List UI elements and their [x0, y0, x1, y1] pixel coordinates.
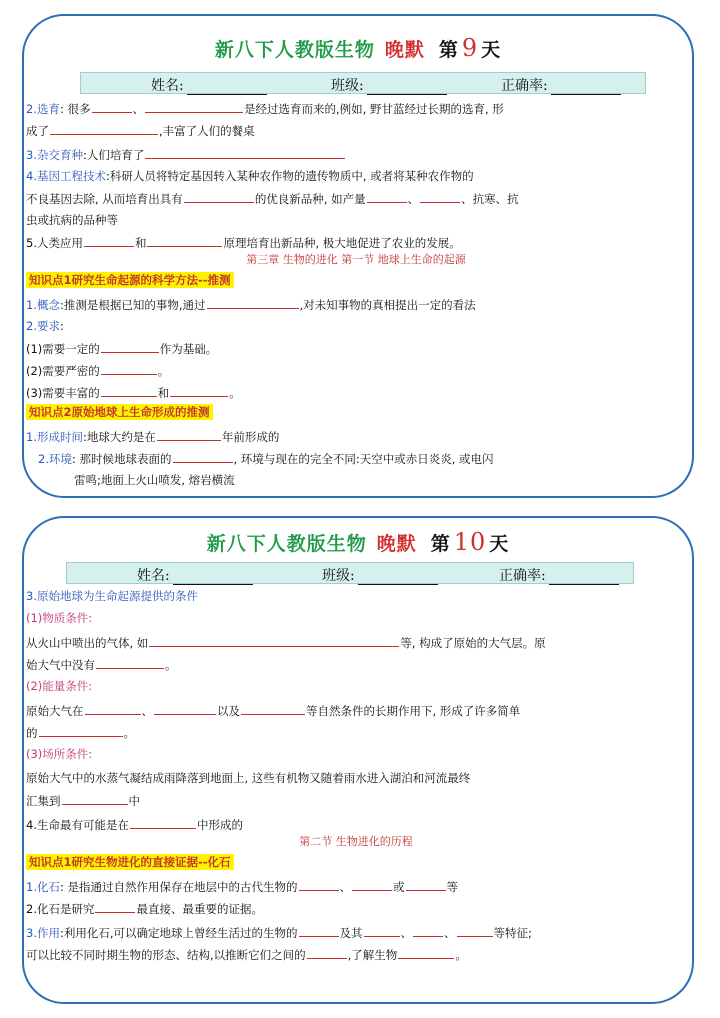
blank[interactable]	[170, 384, 228, 397]
name-label: 姓名:	[137, 568, 170, 584]
sub-heading: (3)场所条件:	[26, 747, 93, 761]
text-line: 从火山中喷出的气体, 如 等, 构成了原始的大气层。原	[26, 636, 546, 650]
student-info-bar	[80, 72, 646, 94]
knowledge-point-heading: 知识点2原始地球上生命形成的推测	[26, 404, 686, 420]
text-line: 可以比较不同时期生物的形态、结构,以推断它们之间的 ,了解生物 。	[26, 948, 467, 962]
text-line: 虫或抗病的品种等	[26, 213, 118, 227]
blank[interactable]	[62, 792, 128, 805]
blank[interactable]	[367, 190, 407, 203]
score-label: 正确率:	[501, 78, 548, 94]
blank[interactable]	[154, 702, 216, 715]
section-heading: 3.原始地球为生命起源提供的条件	[26, 589, 198, 603]
text-line: 汇集到 中	[26, 794, 140, 808]
text-line: (2)需要严密的 。	[26, 364, 170, 378]
text-line: 1.化石: 是指通过自然作用保存在地层中的古代生物的 、 或 等	[26, 880, 459, 894]
sub-heading: (1)物质条件:	[26, 611, 93, 625]
blank[interactable]	[95, 900, 135, 913]
blank[interactable]	[130, 816, 196, 829]
blank[interactable]	[101, 340, 159, 353]
name-label: 姓名:	[151, 78, 184, 94]
blank[interactable]	[307, 946, 347, 959]
text-line: 成了 ,丰富了人们的餐桌	[26, 124, 255, 138]
text-line: 始大气中没有 。	[26, 658, 177, 672]
blank[interactable]	[145, 100, 243, 113]
knowledge-point-heading: 知识点1研究生物进化的直接证据--化石	[26, 854, 686, 870]
blank[interactable]	[406, 878, 446, 891]
text-line: 2.环境: 那时候地球表面的 , 环境与现在的完全不同:天空中或赤日炎炎, 或电闪	[38, 452, 494, 466]
text-line: (3)需要丰富的 和 。	[26, 386, 241, 400]
text-line: 的 。	[26, 726, 135, 740]
text-line: 4.生命最有可能是在 中形成的	[26, 818, 243, 832]
class-label: 班级:	[322, 568, 355, 584]
page-title-day-10: 新八下人教版生物 晚默 第 10 天	[206, 528, 510, 556]
blank[interactable]	[149, 634, 399, 647]
blank[interactable]	[147, 234, 222, 247]
blank[interactable]	[299, 924, 339, 937]
text-line: 3.杂交育种:人们培育了	[26, 146, 686, 163]
text-line: 1.概念:推测是根据已知的事物,通过 ,对未知事物的真相提出一定的看法	[26, 298, 476, 312]
text-line: 3.作用:利用化石,可以确定地球上曾经生活过的生物的 及其 、 、 等特征;	[26, 926, 532, 940]
text-line: 4.基因工程技术:科研人员将特定基因转入某种农作物的遗传物质中, 或者将某种农作物的	[26, 169, 474, 183]
text-line: 雷鸣;地面上火山喷发, 熔岩横流	[74, 473, 235, 487]
class-field[interactable]	[367, 80, 447, 95]
section-title: 第二节 生物进化的历程	[299, 835, 413, 848]
blank[interactable]	[84, 234, 134, 247]
blank[interactable]	[145, 146, 345, 159]
blank[interactable]	[457, 924, 493, 937]
blank[interactable]	[241, 702, 305, 715]
name-field[interactable]	[187, 80, 267, 95]
score-field[interactable]	[551, 80, 621, 95]
name-field[interactable]	[173, 570, 253, 585]
worksheet-day-9	[22, 14, 694, 498]
sub-heading: (2)能量条件:	[26, 679, 93, 693]
blank[interactable]	[398, 946, 454, 959]
blank[interactable]	[207, 296, 299, 309]
blank[interactable]	[96, 656, 164, 669]
blank[interactable]	[39, 724, 123, 737]
blank[interactable]	[157, 428, 221, 441]
worksheet-day-10	[22, 516, 694, 1004]
blank[interactable]	[420, 190, 460, 203]
blank[interactable]	[85, 702, 141, 715]
student-info-bar	[66, 562, 634, 584]
blank[interactable]	[101, 384, 157, 397]
blank[interactable]	[299, 878, 339, 891]
text-line: 5.人类应用 和 原理培育出新品种, 极大地促进了农业的发展。	[26, 236, 461, 250]
page-title-day-9: 新八下人教版生物 晚默 第 9 天	[214, 34, 502, 62]
text-line: 不良基因去除, 从而培育出具有 的优良新品种, 如产量 、 、抗寒、抗	[26, 192, 519, 206]
text-line: 原始大气中的水蒸气凝结成雨降落到地面上, 这些有机物又随着雨水进入湖泊和河流最终	[26, 771, 471, 785]
chapter-heading: 第三章 生物的进化 第一节 地球上生命的起源	[246, 253, 466, 266]
score-field[interactable]	[549, 570, 619, 585]
blank[interactable]	[50, 122, 158, 135]
text-line: 2.要求:	[26, 319, 64, 333]
blank[interactable]	[413, 924, 443, 937]
class-field[interactable]	[358, 570, 438, 585]
blank[interactable]	[184, 190, 254, 203]
blank[interactable]	[173, 450, 233, 463]
blank[interactable]	[364, 924, 400, 937]
text-line: 2.化石是研究 最直接、最重要的证据。	[26, 902, 263, 916]
blank[interactable]	[352, 878, 392, 891]
blank[interactable]	[101, 362, 157, 375]
text-line: (1)需要一定的 作为基础。	[26, 342, 218, 356]
knowledge-point-heading: 知识点1研究生命起源的科学方法--推测	[26, 272, 686, 288]
score-label: 正确率:	[499, 568, 546, 584]
class-label: 班级:	[331, 78, 364, 94]
text-line: 原始大气在 、 以及 等自然条件的长期作用下, 形成了许多简单	[26, 704, 521, 718]
text-line: 2.选育: 很多 、 是经过选育而来的,例如, 野甘蓝经过长期的选育, 形	[26, 102, 504, 116]
text-line: 1.形成时间:地球大约是在 年前形成的	[26, 430, 280, 444]
blank[interactable]	[92, 100, 132, 113]
